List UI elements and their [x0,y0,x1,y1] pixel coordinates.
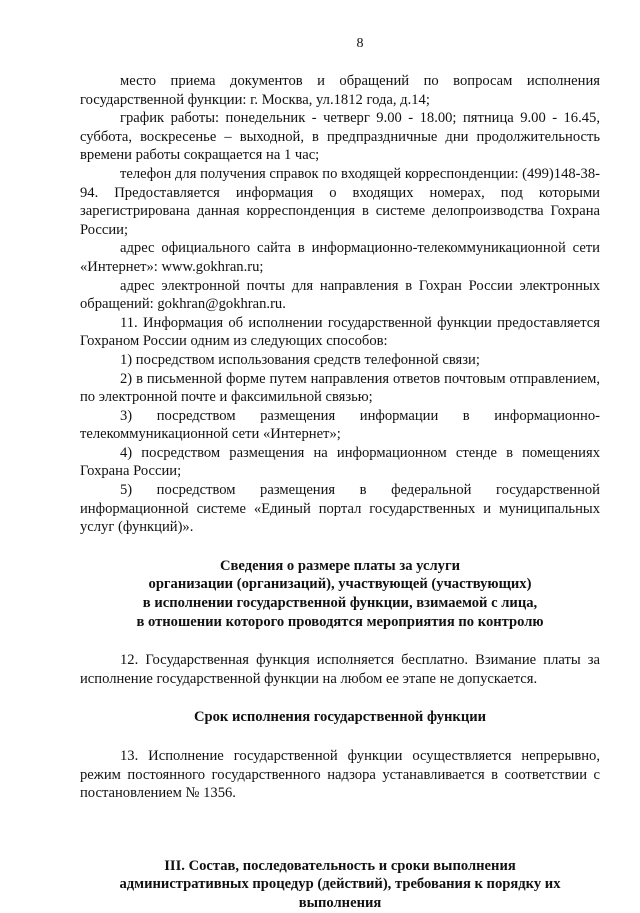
paragraph-phone: телефон для получения справок по входящей корреспонденции: (499)148-38-94. Предоставляется информация о входящих номерах, под которыми зарегистрирована данная корреспонденция в системе делопроизводства Гохрана России; [80,165,600,238]
section-fee-heading-line: организации (организаций), участвующей (участвующих) [148,576,532,593]
list-item-4: 4) посредством размещения на информационном стенде в помещениях Гохрана России; [80,444,600,480]
paragraph-item-11: 11. Информация об исполнении государственной функции предоставляется Гохраном России одним из следующих способов: [80,314,600,350]
section-three-heading [80,857,600,913]
paragraph-website: адрес официального сайта в информационно-телекоммуникационной сети «Интернет»: www.gokhran.ru; [80,240,600,275]
page-number: 8 [356,36,364,51]
section-fee-heading-line: в отношении которого проводятся мероприятия по контролю [136,613,544,630]
paragraph-item-13: 13. Исполнение государственной функции осуществляется непрерывно, режим постоянного государственного надзора устанавливается в соответствии с постановлением № 1356. [80,748,600,802]
paragraph-reception-place: место приема документов и обращений по вопросам исполнения государственной функции: г. Москва, ул.1812 года, д.14; [80,73,600,108]
section-fee-heading-line: в исполнении государственной функции, взимаемой с лица, [142,595,538,612]
section-fee-heading-line: Сведения о размере платы за услуги [220,557,460,574]
paragraph-work-schedule: график работы: понедельник - четверг 9.00 - 18.00; пятница 9.00 - 16.45, суббота, воскресенье – выходной, в предпраздничные дни продолжительность времени работы сокращается на 1 час; [80,110,600,164]
section-three-heading-line: III. Состав, последовательность и сроки выполнения [164,857,516,874]
section-three-heading-line: выполнения [298,894,382,911]
paragraph-item-12: 12. Государственная функция исполняется бесплатно. Взимание платы за исполнение государственной функции на любом ее этапе не допускается. [80,652,600,687]
section-three-heading-line: административных процедур (действий), требования к порядку их [119,876,561,893]
paragraph-email: адрес электронной почты для направления в Гохран России электронных обращений: gokhran@gokhran.ru. [80,277,600,313]
list-item-2: 2) в письменной форме путем направления ответов почтовым отправлением, по электронной почте и факсимильной связью; [80,370,600,406]
list-item-5: 5) посредством размещения в федеральной государственной информационной системе «Единый портал государственных и муниципальных услуг (функций)». [80,482,600,536]
list-item-3: 3) посредством размещения информации в информационно-телекоммуникационной сети «Интернет»; [80,407,600,443]
section-fee-heading [80,557,600,631]
section-term-heading: Срок исполнения государственной функции [193,709,487,726]
list-item-1: 1) посредством использования средств телефонной связи; [120,351,480,368]
